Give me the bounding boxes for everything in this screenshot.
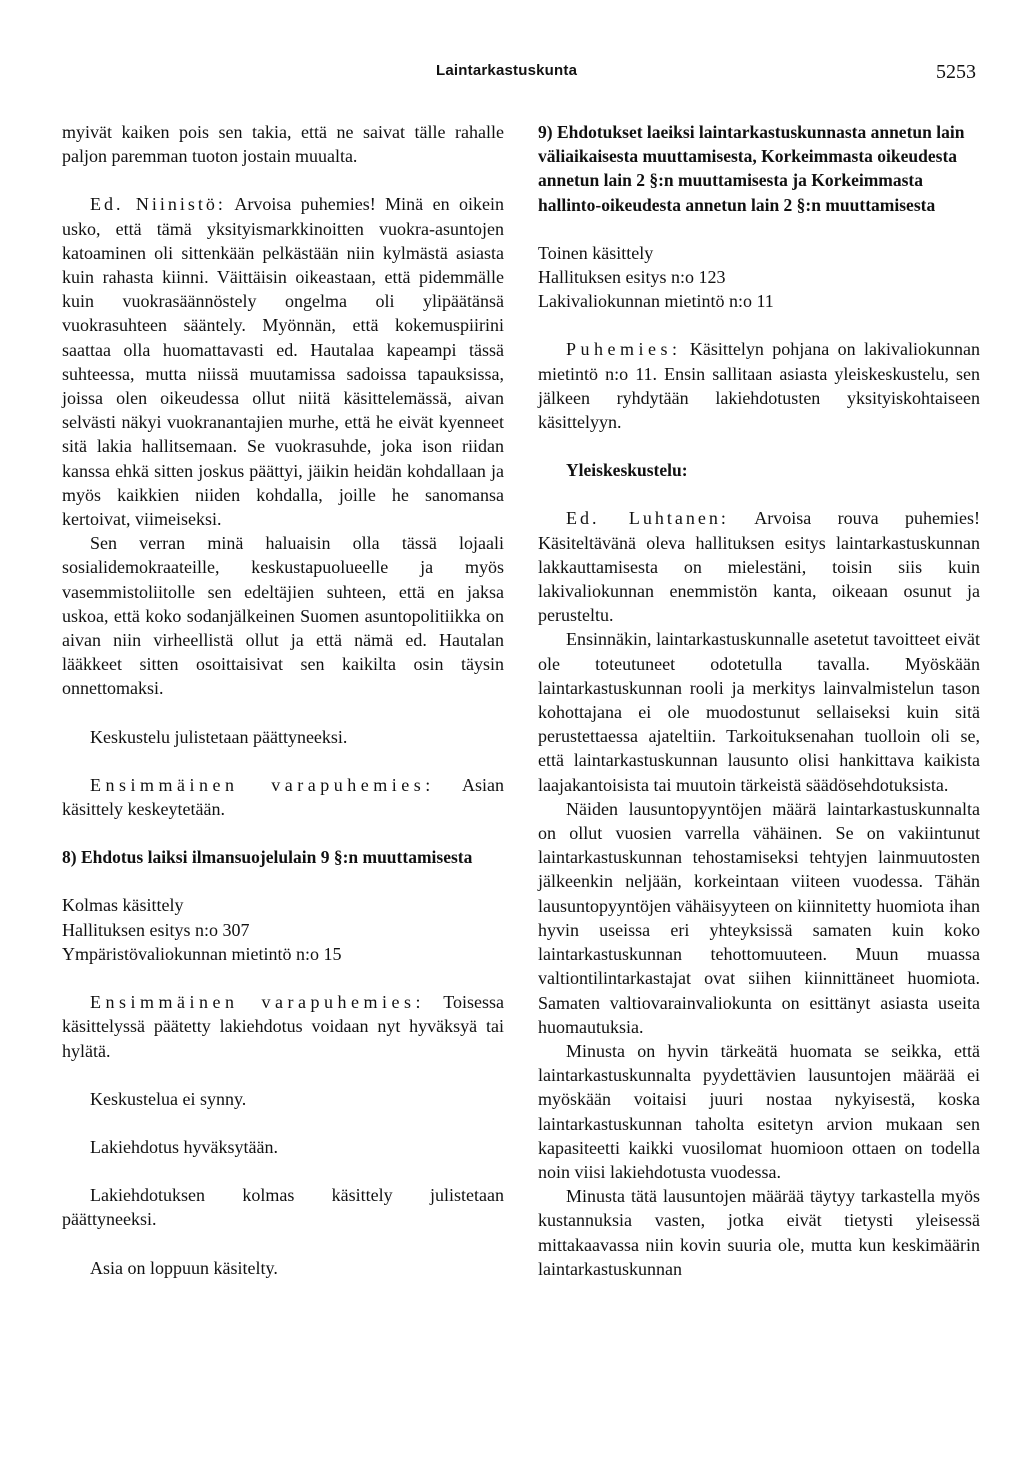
agenda-item-details [62, 893, 504, 966]
speaker-name: Ed. Luhtanen: [566, 508, 729, 529]
paragraph: Keskustelu julistetaan päättyneeksi. [90, 726, 348, 747]
paragraph: Sen verran minä haluaisin olla tässä lojaali sosialidemokraateille, keskustapuolueelle ja myös vasemmistoliitolle sen edeltäjien suhteen, että en jaksa uskoa, että koko sodanjälkeinen Suomen asuntopolitiikka on aivan niin virheellistä ollut ja että nämä ed. Hautalan lääkkeet sitten osoittaisivat sen kaikilta osin täysin onnettomaksi. [62, 533, 504, 699]
speech-niinisto [62, 192, 504, 531]
paragraph: Minusta tätä lausuntojen määrää täytyy tarkastella myös kustannuksia vasten, jotka eivät tietysti yleisessä mittakaavassa niin kovin suuria ole, mutta kun keskimäärin laintarkastuskunnan [538, 1186, 980, 1279]
paragraph: Ensinnäkin, laintarkastuskunnalle asetetut tavoitteet eivät ole toteutuneet odotetulla tavalla. Myöskään laintarkastuskunnan rooli ja merkitys lainvalmistelun tason kohottajana ei ole muodostunut sellaiseksi kuin sitä perustettaessa ajateltiin. Tarkoituksenahan tuolloin oli se, että laintarkastuskunnan lausunto olisi hankittava kaikista laajakantoisista tai muutoin tärkeistä säädösehdotuksista. [538, 629, 980, 795]
paragraph: Keskustelua ei synny. [90, 1088, 247, 1109]
speech-deputy-speaker [62, 990, 504, 1063]
speech-text: Arvoisa rouva puhemies! Käsiteltävänä oleva hallituksen esitys laintarkastuskunnan lakkauttamisesta on mielestäni, toisin siis kuin lakivaliokunnan enemmistön kanta, oikeaan osunut ja perusteltu. [538, 508, 980, 626]
speech-deputy-speaker [62, 773, 504, 821]
item-line: Ympäristövaliokunnan mietintö n:o 15 [62, 943, 342, 964]
left-column [62, 120, 504, 1280]
item-line: Kolmas käsittely [62, 895, 184, 916]
paragraph: Näiden lausuntopyyntöjen määrä laintarkastuskunnalta on ollut vuosien varrella vähäinen. Se on vakiintunut laintarkastuskunnan tehostamiseksi tehtyjen lainmuutosten jälkeenkin neljään, korkeintaan viiteen vuodessa. Tähän lausuntopyyntöjen vähäisyyteen on kiinnitetty huomiota ihan hyvin useissa eri yhteyksissä samaten kuin koko laintarkastuskunnan tehottomuuteen. Muun muassa valtiontilintarkastajat ovat siihen kiinnittäneet huomiota. Samaten valtiovarainvaliokunta on esittänyt asiasta useita huomautuksia. [538, 798, 980, 1037]
speech-text: Käsittelyn pohjana on lakivaliokunnan mietintö n:o 11. Ensin sallitaan asiasta yleiskeskustelu, sen jälkeen ryhdytään lakiehdotusten yksityiskohtaiseen käsittelyyn. [538, 339, 980, 433]
right-column [538, 120, 980, 1281]
running-head: Laintarkastuskunta [436, 62, 578, 79]
paragraph: Lakiehdotus hyväksytään. [90, 1136, 278, 1157]
paragraph: Asia on loppuun käsitelty. [90, 1257, 278, 1278]
speaker-name: Ensimmäinen varapuhemies: [90, 992, 426, 1013]
agenda-item-heading: 9) Ehdotukset laeiksi laintarkastuskunnasta annetun lain väliaikaisesta muuttamisesta, Korkeimmasta oikeudesta annetun lain 2 §:n muuttamisesta ja Korkeimmasta hallinto-oikeudesta annetun lain 2 §:n muuttamisesta [538, 122, 965, 215]
speaker-name: Puhemies: [566, 339, 682, 360]
speech-luhtanen [538, 506, 980, 627]
section-subheading: Yleiskeskustelu: [566, 460, 688, 481]
page-number: 5253 [936, 61, 976, 83]
speech-text: Arvoisa puhemies! Minä en oikein usko, että tämä yksityismarkkinoitten vuokra-asuntojen katoaminen oli sittenkään pelkästään niin kylmästä asiasta kuin rahasta kiinni. Väittäisin oikeastaan, että pidemmälle kuin vuokrasäännöstely ongelma oli ylipäätänsä vuokrasuhteen sääntely. Myönnän, että kokemuspiirini saattaa olla huomattavasti ed. Hautalaa kapeampi tässä suhteessa, mutta niissä muutamissa sadoissa tapauksissa, joissa olen oikeudessa ollut niitä käsittelemässä, aivan selvästi näkyi vuokranantajien murhe, että he eivät kyenneet sitä lakia hallitsemaan. Se vuokrasuhde, joka ison riidan kanssa ehkä sitten joskus päättyi, jäikin heidän kohdallaan ja myös kaikkien niiden kohdalla, joille he sanomansa kertoivat, viimeiseksi. [62, 194, 504, 530]
speech-speaker [538, 337, 980, 434]
item-line: Toinen käsittely [538, 242, 654, 263]
speaker-name: Ed. Niinistö: [90, 194, 226, 215]
item-line: Hallituksen esitys n:o 123 [538, 267, 726, 288]
paragraph: myivät kaiken pois sen takia, että ne saivat tälle rahalle paljon paremman tuoton jostain muualta. [62, 122, 504, 167]
paragraph: Lakiehdotuksen kolmas käsittely julistetaan päättyneeksi. [62, 1185, 504, 1230]
paragraph: Minusta on hyvin tärkeätä huomata se seikka, että laintarkastuskunnalta pyydettävien lausuntojen määrää ei myöskään voitaisi juuri nostaa nykyisestä, koska laintarkastuskunnan taholta esitetyn arvion mukaan sen kapasiteetti kaikki vuosilomat huomioon ottaen on todella noin viisi lakiehdotusta vuodessa. [538, 1040, 980, 1182]
item-line: Hallituksen esitys n:o 307 [62, 919, 250, 940]
speech-text: Toisessa käsittelyssä päätetty lakiehdotus voidaan nyt hyväksyä tai hylätä. [62, 992, 504, 1061]
item-line: Lakivaliokunnan mietintö n:o 11 [538, 291, 774, 312]
agenda-item-heading: 8) Ehdotus laiksi ilmansuojelulain 9 §:n muuttamisesta [62, 847, 473, 868]
speech-text: Asian käsittely keskeytetään. [62, 774, 504, 820]
speaker-name: Ensimmäinen varapuhemies: [90, 774, 435, 795]
agenda-item-details [538, 241, 980, 314]
